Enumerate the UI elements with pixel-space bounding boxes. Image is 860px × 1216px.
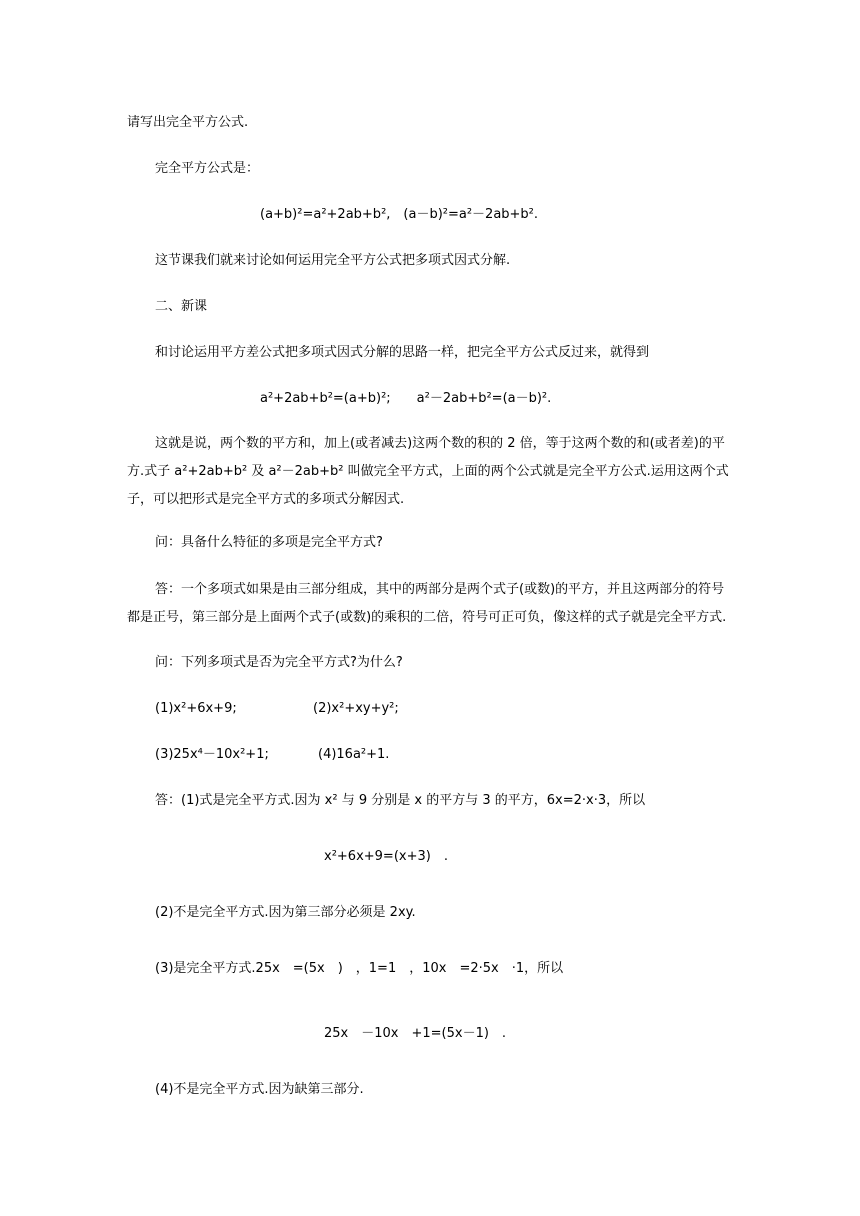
option-item: (3)25x⁴－10x²+1; bbox=[155, 747, 269, 762]
text-line: 请写出完全平方公式. bbox=[127, 115, 249, 130]
text-line: 和讨论运用平方差公式把多项式因式分解的思路一样，把完全平方公式反过来，就得到 bbox=[155, 345, 650, 360]
answer-line: 答：(1)式是完全平方式.因为 x² 与 9 分别是 x 的平方与 3 的平方，6x=2·x·3，所以 bbox=[155, 793, 646, 808]
answer-line: (2)不是完全平方式.因为第三部分必须是 2xy. bbox=[155, 905, 416, 920]
answer-line: (4)不是完全平方式.因为缺第三部分. bbox=[155, 1082, 364, 1097]
option-item: (1)x²+6x+9; bbox=[155, 701, 237, 716]
answer-line: (3)是完全平方式.25x =(5x ) ，1=1 ，10x =2·5x ·1，所以 bbox=[155, 961, 564, 976]
formula-line: a²+2ab+b²=(a+b)²; a²－2ab+b²=(a－b)². bbox=[260, 391, 552, 406]
text-line: 完全平方公式是： bbox=[155, 161, 260, 176]
option-item: (2)x²+xy+y²; bbox=[313, 701, 399, 716]
question-line: 问：具备什么特征的多项是完全平方式? bbox=[155, 535, 383, 550]
paragraph: 这就是说，两个数的平方和，加上(或者减去)这两个数的积的 2 倍，等于这两个数的和(或者差)的平方.式子 a²+2ab+b² 及 a²－2ab+b² 叫做完全平方式，上面的两个公式就是完全平方公式.运用这两个式子，可以把形式是完全平方式的多项式分解因式. bbox=[127, 436, 729, 507]
formula-line: 25x －10x +1=(5x－1) . bbox=[324, 1026, 507, 1041]
text-line: 这节课我们就来讨论如何运用完全平方公式把多项式因式分解. bbox=[155, 253, 511, 268]
option-item: (4)16a²+1. bbox=[318, 747, 390, 762]
paragraph: 答：一个多项式如果是由三部分组成，其中的两部分是两个式子(或数)的平方，并且这两部分的符号都是正号，第三部分是上面两个式子(或数)的乘积的二倍，符号可正可负，像这样的式子就是完全平方式. bbox=[127, 582, 727, 625]
formula-line: (a+b)²=a²+2ab+b², (a－b)²=a²－2ab+b². bbox=[260, 207, 539, 222]
question-line: 问：下列多项式是否为完全平方式?为什么? bbox=[155, 655, 403, 670]
formula-line: x²+6x+9=(x+3) . bbox=[324, 849, 448, 864]
section-heading: 二、新课 bbox=[155, 299, 208, 314]
